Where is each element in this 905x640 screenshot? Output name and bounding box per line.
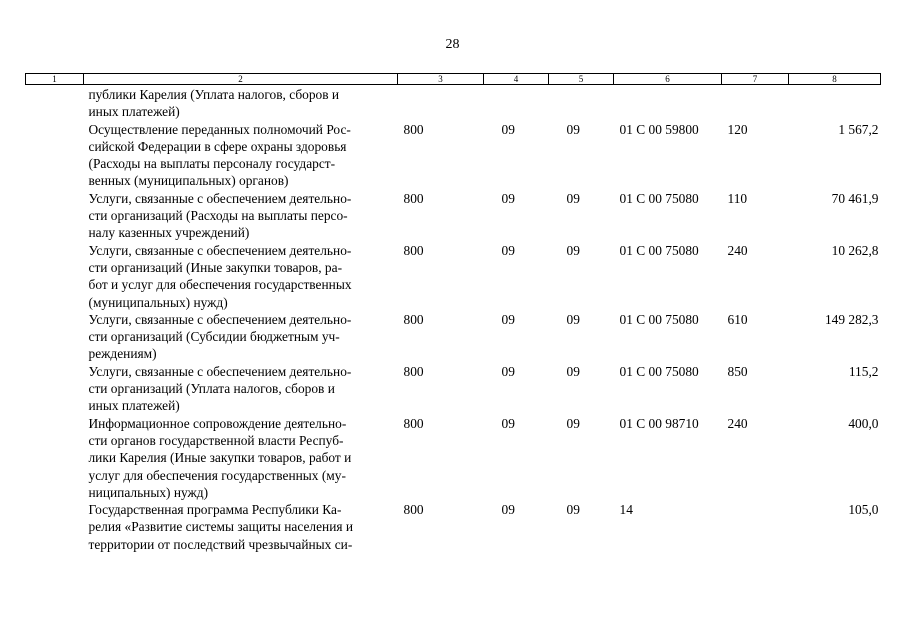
table-row bbox=[26, 190, 881, 242]
section-cell: 09 bbox=[501, 311, 515, 327]
expense-type-cell bbox=[722, 501, 789, 553]
expense-type-cell: 120 bbox=[727, 121, 748, 137]
column-header-1: 1 bbox=[26, 74, 84, 85]
administrator-code-cell: 800 bbox=[403, 121, 424, 137]
amount-cell: 149 282,3 bbox=[824, 311, 879, 327]
administrator-code-cell: 800 bbox=[403, 502, 424, 518]
description-line: услуг для обеспечения государственных (му- bbox=[88, 467, 346, 483]
row-number-cell bbox=[26, 85, 84, 121]
description-line: Информационное сопровождение деятельно- bbox=[88, 415, 347, 431]
description-line: Услуги, связанные с обеспечением деятельно- bbox=[88, 190, 352, 206]
subsection-cell bbox=[549, 85, 614, 121]
target-article-cell bbox=[614, 85, 722, 121]
expense-type-cell: 110 bbox=[727, 190, 748, 206]
description-line: релия «Развитие системы защиты населения и bbox=[88, 519, 354, 535]
section-cell: 09 bbox=[501, 121, 515, 137]
description-line: венных (муниципальных) органов) bbox=[88, 173, 289, 189]
amount-cell: 105,0 bbox=[848, 502, 879, 518]
description-line: сти организаций (Уплата налогов, сборов и bbox=[88, 381, 335, 397]
description-line: Услуги, связанные с обеспечением деятельно- bbox=[88, 363, 352, 379]
description-line: Осуществление переданных полномочий Рос- bbox=[88, 121, 351, 137]
administrator-code-cell: 800 bbox=[403, 242, 424, 258]
column-header-2: 2 bbox=[84, 74, 398, 85]
row-number-cell bbox=[26, 190, 84, 242]
description-line: реждениям) bbox=[88, 346, 157, 362]
column-header-3: 3 bbox=[398, 74, 484, 85]
subsection-cell: 09 bbox=[566, 363, 580, 379]
description-line: Государственная программа Республики Ка- bbox=[88, 502, 342, 518]
table-row bbox=[26, 242, 881, 311]
section-cell: 09 bbox=[501, 363, 515, 379]
table-row bbox=[26, 363, 881, 415]
administrator-code-cell: 800 bbox=[403, 311, 424, 327]
description-line: территории от последствий чрезвычайных си- bbox=[88, 536, 353, 552]
description-line: Услуги, связанные с обеспечением деятельно- bbox=[88, 242, 352, 258]
description-cell bbox=[84, 121, 398, 190]
table-row bbox=[26, 85, 881, 121]
page-number: 28 bbox=[445, 37, 460, 52]
administrator-code-cell: 800 bbox=[403, 363, 424, 379]
expense-type-cell bbox=[722, 85, 789, 121]
description-cell bbox=[84, 415, 398, 501]
section-cell: 09 bbox=[501, 242, 515, 258]
column-header-4: 4 bbox=[484, 74, 549, 85]
column-header-8: 8 bbox=[789, 74, 881, 85]
section-cell: 09 bbox=[501, 190, 515, 206]
table-row bbox=[26, 311, 881, 363]
description-cell bbox=[84, 85, 398, 121]
table-row bbox=[26, 121, 881, 190]
subsection-cell: 09 bbox=[566, 242, 580, 258]
description-line: (муниципальных) нужд) bbox=[88, 294, 228, 310]
section-cell: 09 bbox=[501, 415, 515, 431]
description-line: публики Карелия (Уплата налогов, сборов и bbox=[88, 87, 340, 102]
description-line: сти организаций (Субсидии бюджетным уч- bbox=[88, 329, 340, 345]
row-number-cell bbox=[26, 363, 84, 415]
description-cell bbox=[84, 311, 398, 363]
description-cell bbox=[84, 501, 398, 553]
subsection-cell: 09 bbox=[566, 190, 580, 206]
subsection-cell: 09 bbox=[566, 121, 580, 137]
description-cell bbox=[84, 242, 398, 311]
administrator-code-cell bbox=[398, 85, 484, 121]
table-row bbox=[26, 415, 881, 501]
row-number-cell bbox=[26, 242, 84, 311]
expense-type-cell: 240 bbox=[727, 415, 748, 431]
row-number-cell bbox=[26, 415, 84, 501]
description-line: налу казенных учреждений) bbox=[88, 225, 250, 241]
target-article-cell: 01 С 00 98710 bbox=[619, 415, 699, 431]
budget-table bbox=[25, 73, 881, 553]
table-body bbox=[26, 85, 881, 554]
description-line: иных платежей) bbox=[88, 398, 180, 414]
section-cell bbox=[484, 85, 549, 121]
description-line: сти организаций (Иные закупки товаров, ра- bbox=[88, 259, 343, 275]
description-line: сийской Федерации в сфере охраны здоровья bbox=[88, 138, 347, 154]
column-header-7: 7 bbox=[722, 74, 789, 85]
column-number-row bbox=[26, 74, 881, 85]
expense-type-cell: 240 bbox=[727, 242, 748, 258]
amount-cell: 1 567,2 bbox=[838, 121, 879, 137]
description-line: ниципальных) нужд) bbox=[88, 484, 209, 500]
target-article-cell: 01 С 00 59800 bbox=[619, 121, 699, 137]
subsection-cell: 09 bbox=[566, 311, 580, 327]
amount-cell: 400,0 bbox=[848, 415, 879, 431]
amount-cell: 70 461,9 bbox=[831, 190, 879, 206]
administrator-code-cell: 800 bbox=[403, 415, 424, 431]
row-number-cell bbox=[26, 311, 84, 363]
amount-cell: 10 262,8 bbox=[831, 242, 879, 258]
target-article-cell: 14 bbox=[619, 502, 633, 518]
row-number-cell bbox=[26, 501, 84, 553]
description-line: сти органов государственной власти Респуб- bbox=[88, 432, 344, 448]
column-header-6: 6 bbox=[614, 74, 722, 85]
subsection-cell: 09 bbox=[566, 502, 580, 518]
target-article-cell: 01 С 00 75080 bbox=[619, 190, 699, 206]
target-article-cell: 01 С 00 75080 bbox=[619, 242, 699, 258]
target-article-cell: 01 С 00 75080 bbox=[619, 363, 699, 379]
description-line: иных платежей) bbox=[88, 104, 180, 120]
description-cell bbox=[84, 190, 398, 242]
description-line: Услуги, связанные с обеспечением деятельно- bbox=[88, 311, 352, 327]
description-line: (Расходы на выплаты персоналу государст- bbox=[88, 156, 336, 172]
column-header-5: 5 bbox=[549, 74, 614, 85]
description-line: бот и услуг для обеспечения государственных bbox=[88, 277, 352, 293]
row-number-cell bbox=[26, 121, 84, 190]
target-article-cell: 01 С 00 75080 bbox=[619, 311, 699, 327]
expense-type-cell: 850 bbox=[727, 363, 748, 379]
table-row bbox=[26, 501, 881, 553]
section-cell: 09 bbox=[501, 502, 515, 518]
expense-type-cell: 610 bbox=[727, 311, 748, 327]
description-line: сти организаций (Расходы на выплаты персо- bbox=[88, 208, 348, 224]
administrator-code-cell: 800 bbox=[403, 190, 424, 206]
description-cell bbox=[84, 363, 398, 415]
amount-cell: 115,2 bbox=[848, 363, 879, 379]
description-line: лики Карелия (Иные закупки товаров, работ и bbox=[88, 450, 352, 466]
amount-cell bbox=[789, 85, 881, 121]
subsection-cell: 09 bbox=[566, 415, 580, 431]
